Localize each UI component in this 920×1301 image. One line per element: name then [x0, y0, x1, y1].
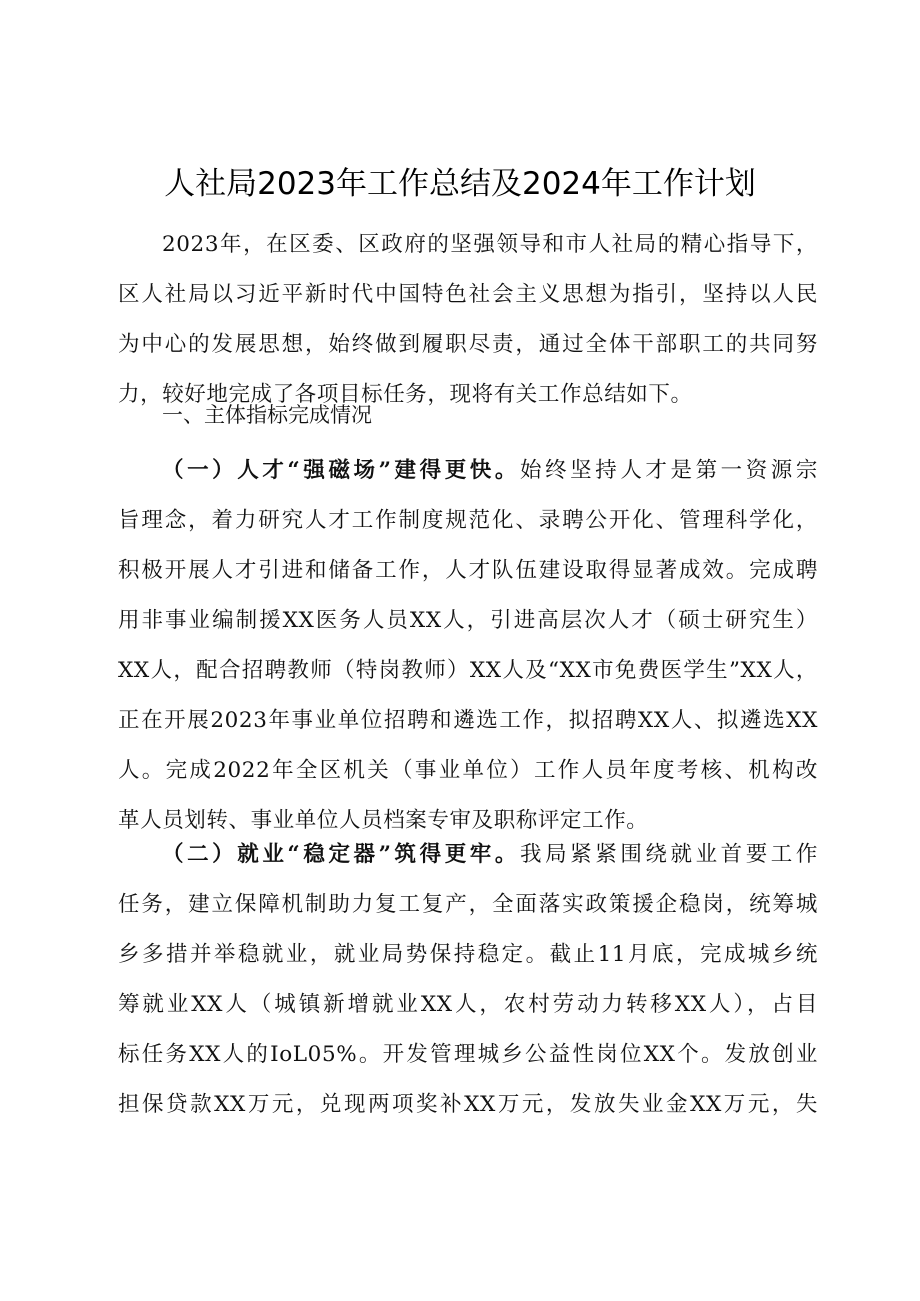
section-1-paragraph: [118, 446, 818, 846]
text-line: 标任务XX人的IoL05%。开发管理城乡公益性岗位XX个。发放创业: [118, 1042, 818, 1067]
section-2-paragraph: [118, 830, 818, 1130]
text-line: 用非事业编制援XX医务人员XX人，引进高层次人才（硕士研究生）: [118, 608, 818, 633]
text-line: 担保贷款XX万元，兑现两项奖补XX万元，发放失业金XX万元，失: [118, 1092, 818, 1117]
section-1-first-line: 始终坚持人才是第一资源宗: [519, 458, 818, 483]
text-line: [118, 446, 818, 496]
text-line: 力，较好地完成了各项目标任务，现将有关工作总结如下。: [118, 382, 693, 407]
text-line: 为中心的发展思想，始终做到履职尽责，通过全体干部职工的共同努: [118, 332, 818, 357]
section-1-lead: （一）人才“强磁场”建得更快。: [162, 458, 520, 483]
text-line: 人。完成2022年全区机关（事业单位）工作人员年度考核、机构改: [118, 758, 818, 783]
section-heading: 一、主体指标完成情况: [162, 403, 372, 427]
text-line: 任务，建立保障机制助力复工复产，全面落实政策援企稳岗，统筹城: [118, 892, 818, 917]
text-line: 旨理念，着力研究人才工作制度规范化、录聘公开化、管理科学化，: [118, 508, 818, 533]
text-line: 区人社局以习近平新时代中国特色社会主义思想为指引，坚持以人民: [118, 282, 818, 307]
text-line: [118, 830, 818, 880]
text-line: 积极开展人才引进和储备工作，人才队伍建设取得显著成效。完成聘: [118, 558, 818, 583]
intro-paragraph: [118, 220, 818, 420]
text-line: 革人员划转、事业单位人员档案专审及职称评定工作。: [118, 808, 649, 833]
text-line: 2023年，在区委、区政府的坚强领导和市人社局的精心指导下，: [162, 232, 818, 257]
document-title: 人社局2023年工作总结及2024年工作计划: [164, 166, 756, 202]
text-line: XX人，配合招聘教师（特岗教师）XX人及“XX市免费医学生”XX人，: [118, 658, 818, 683]
section-2-lead: （二）就业“稳定器”筑得更牢。: [162, 842, 520, 867]
section-2-first-line: 我局紧紧围绕就业首要工作: [519, 842, 818, 867]
text-line: 乡多措并举稳就业，就业局势保持稳定。截止11月底，完成城乡统: [118, 942, 818, 967]
text-line: 正在开展2023年事业单位招聘和遴选工作，拟招聘XX人、拟遴选XX: [118, 708, 818, 733]
text-line: 筹就业XX人（城镇新增就业XX人，农村劳动力转移XX人），占目: [118, 992, 818, 1017]
